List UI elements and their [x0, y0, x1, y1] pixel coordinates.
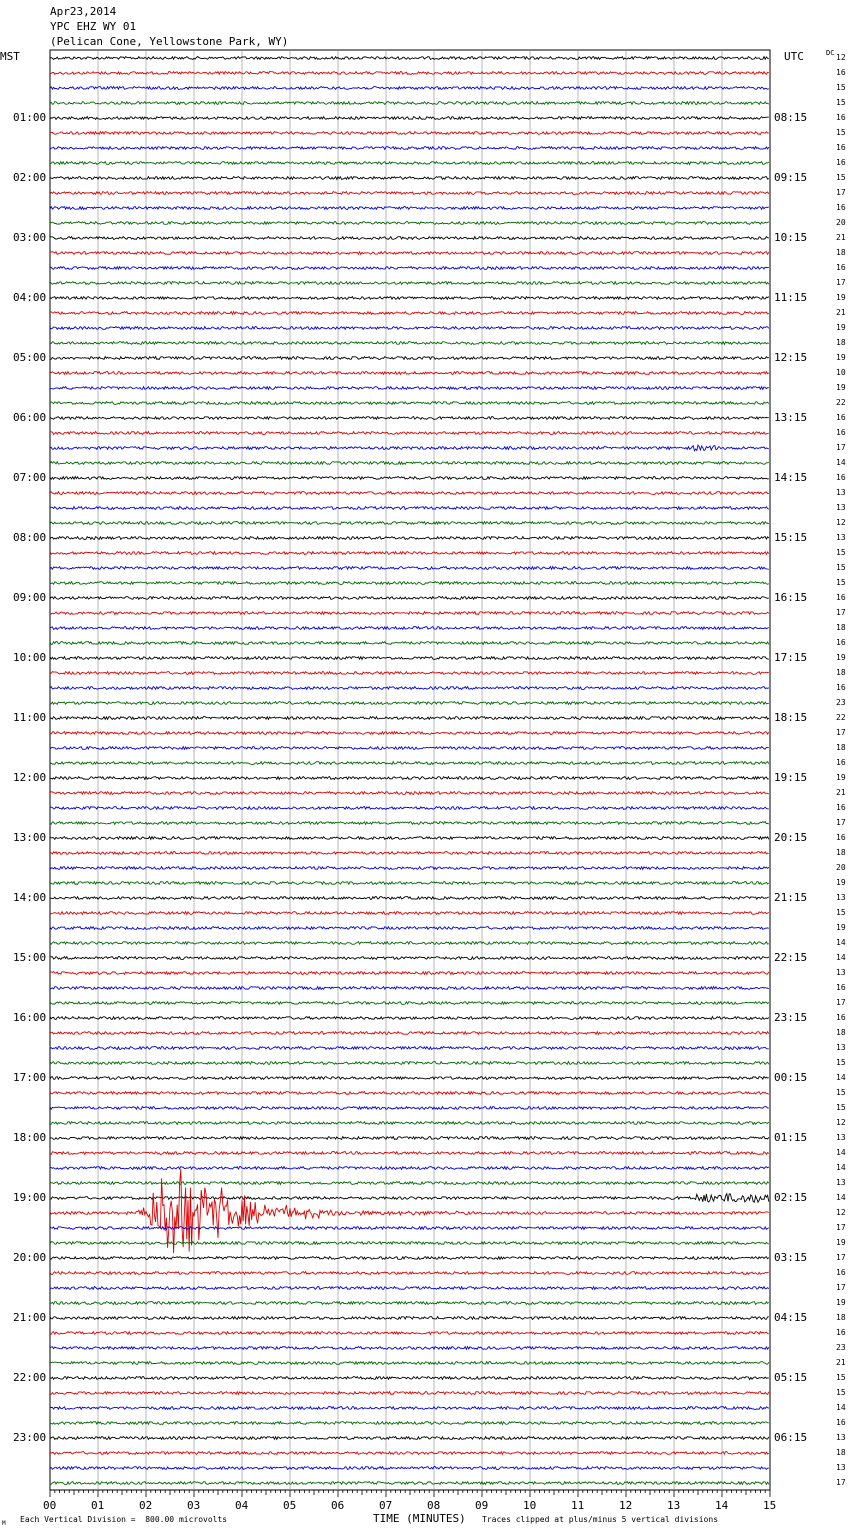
trace-line: [50, 1422, 769, 1425]
dc-value: 17: [836, 1223, 846, 1232]
right-hour-label: 06:15: [774, 1431, 808, 1444]
trace-line: [50, 717, 769, 720]
x-tick-label: 15: [763, 1499, 777, 1512]
record-date: Apr23,2014: [50, 5, 117, 18]
trace-line: [50, 1242, 769, 1245]
trace-line: [50, 1437, 769, 1440]
x-tick-label: 09: [475, 1499, 489, 1512]
trace-line: [50, 1227, 769, 1230]
trace-line: [50, 852, 769, 855]
left-hour-label: 20:00: [13, 1251, 47, 1264]
x-tick-label: 10: [523, 1499, 537, 1512]
trace-line: [50, 927, 769, 930]
dc-value: 15: [836, 83, 846, 92]
x-tick-label: 04: [235, 1499, 249, 1512]
trace-line: [50, 1362, 769, 1365]
trace-line: [50, 267, 769, 270]
dc-value: 17: [836, 818, 846, 827]
dc-value: 20: [836, 218, 846, 227]
right-hour-label: 16:15: [774, 591, 808, 604]
dc-value: 18: [836, 623, 846, 632]
left-hour-label: 22:00: [13, 1371, 47, 1384]
left-hour-label: 10:00: [13, 651, 47, 664]
dc-value: 12: [836, 1208, 846, 1217]
dc-value: 16: [836, 593, 846, 602]
dc-value: 15: [836, 563, 846, 572]
trace-line: [50, 942, 769, 945]
trace-line: [50, 192, 769, 195]
dc-value: 16: [836, 758, 846, 767]
trace-line: [50, 237, 769, 240]
dc-value: 15: [836, 173, 846, 182]
right-hour-label: 08:15: [774, 111, 808, 124]
trace-line: [50, 612, 769, 615]
time-grid: [50, 50, 770, 1490]
trace-line: [50, 1482, 769, 1485]
right-hour-label: 15:15: [774, 531, 808, 544]
dc-value: 12: [836, 518, 846, 527]
right-hour-label: 18:15: [774, 711, 808, 724]
dc-value: 16: [836, 983, 846, 992]
dc-value: 19: [836, 383, 846, 392]
trace-line: [50, 837, 769, 840]
dc-value: 14: [836, 1403, 846, 1412]
dc-value: 14: [836, 1148, 846, 1157]
dc-value: 20: [836, 863, 846, 872]
trace-line: [50, 1169, 769, 1253]
dc-value: 21: [836, 1358, 846, 1367]
trace-line: [50, 312, 769, 315]
dc-value: 12: [836, 53, 846, 62]
trace-line: [50, 297, 769, 300]
left-timezone-label: MST: [0, 50, 20, 63]
dc-value: 19: [836, 653, 846, 662]
dc-value: 18: [836, 1448, 846, 1457]
trace-line: [50, 867, 769, 870]
dc-value: 16: [836, 638, 846, 647]
dc-value: 21: [836, 308, 846, 317]
trace-line: [50, 1287, 769, 1290]
dc-value: 14: [836, 1193, 846, 1202]
dc-value: 14: [836, 458, 846, 467]
right-hour-label: 19:15: [774, 771, 808, 784]
trace-line: [50, 957, 769, 960]
dc-value: 15: [836, 908, 846, 917]
dc-value: 14: [836, 1163, 846, 1172]
trace-line: [50, 1332, 769, 1335]
dc-value: 16: [836, 413, 846, 422]
trace-line: [50, 72, 769, 75]
trace-line: [50, 357, 769, 360]
dc-value: 18: [836, 248, 846, 257]
trace-line: [50, 387, 769, 390]
x-tick-label: 05: [283, 1499, 297, 1512]
right-hour-label: 00:15: [774, 1071, 808, 1084]
dc-value: 15: [836, 98, 846, 107]
trace-line: [50, 1047, 769, 1050]
x-tick-label: 07: [379, 1499, 393, 1512]
dc-value: 13: [836, 893, 846, 902]
clip-note: Traces clipped at plus/minus 5 vertical divisions: [482, 1515, 719, 1524]
dc-value: 15: [836, 548, 846, 557]
left-hour-label: 04:00: [13, 291, 47, 304]
dc-value: 18: [836, 668, 846, 677]
dc-value: 10: [836, 368, 846, 377]
trace-line: [50, 147, 769, 150]
dc-value: 19: [836, 1238, 846, 1247]
right-hour-label: 11:15: [774, 291, 808, 304]
left-hour-label: 17:00: [13, 1071, 47, 1084]
trace-line: [50, 57, 769, 60]
trace-line: [50, 582, 769, 585]
trace-line: [50, 1137, 769, 1140]
trace-line: [50, 102, 769, 105]
x-axis: [50, 1490, 770, 1497]
x-tick-label: 13: [667, 1499, 681, 1512]
dc-value: 14: [836, 938, 846, 947]
trace-line: [50, 912, 769, 915]
dc-value: 13: [836, 968, 846, 977]
trace-line: [50, 882, 769, 885]
trace-line: [50, 807, 769, 810]
trace-line: [50, 552, 769, 555]
dc-value: 16: [836, 203, 846, 212]
dc-value: 17: [836, 998, 846, 1007]
dc-value: 17: [836, 278, 846, 287]
left-hour-label: 19:00: [13, 1191, 47, 1204]
trace-line: [50, 507, 769, 510]
dc-value: 15: [836, 1088, 846, 1097]
dc-value: 15: [836, 1373, 846, 1382]
trace-line: [50, 417, 769, 420]
trace-line: [50, 1167, 769, 1170]
trace-line: [50, 702, 769, 705]
right-hour-label: 22:15: [774, 951, 808, 964]
trace-line: [50, 1077, 769, 1080]
left-hour-label: 09:00: [13, 591, 47, 604]
station-code: YPC EHZ WY 01: [50, 20, 137, 33]
dc-value: 16: [836, 1328, 846, 1337]
dc-value: 17: [836, 443, 846, 452]
right-hour-label: 01:15: [774, 1131, 808, 1144]
trace-line: [50, 87, 769, 90]
x-tick-label: 00: [43, 1499, 57, 1512]
right-hour-label: 04:15: [774, 1311, 808, 1324]
dc-value: 18: [836, 1313, 846, 1322]
trace-line: [50, 1062, 769, 1065]
left-hour-label: 03:00: [13, 231, 47, 244]
right-hour-label: 13:15: [774, 411, 808, 424]
trace-line: [50, 1017, 769, 1020]
trace-line: [50, 1194, 769, 1203]
dc-value: 23: [836, 698, 846, 707]
dc-value: 17: [836, 608, 846, 617]
dc-value: 16: [836, 263, 846, 272]
left-hour-label: 14:00: [13, 891, 47, 904]
right-hour-label: 05:15: [774, 1371, 808, 1384]
x-tick-label: 11: [571, 1499, 585, 1512]
trace-line: [50, 162, 769, 165]
dc-value: 15: [836, 1388, 846, 1397]
x-tick-label: 03: [187, 1499, 201, 1512]
trace-line: [50, 1347, 769, 1350]
dc-value: 19: [836, 878, 846, 887]
trace-line: [50, 642, 769, 645]
dc-value: 16: [836, 158, 846, 167]
dc-value: 19: [836, 323, 846, 332]
trace-line: [50, 1377, 769, 1380]
trace-line: [50, 207, 769, 210]
dc-value: 18: [836, 338, 846, 347]
dc-value: 15: [836, 128, 846, 137]
right-hour-label: 09:15: [774, 171, 808, 184]
left-hour-label: 18:00: [13, 1131, 47, 1144]
dc-value: 17: [836, 1253, 846, 1262]
trace-line: [50, 1317, 769, 1320]
x-tick-label: 14: [715, 1499, 729, 1512]
dc-value: 13: [836, 533, 846, 542]
trace-line: [50, 222, 769, 225]
left-hour-label: 01:00: [13, 111, 47, 124]
trace-line: [50, 597, 769, 600]
dc-value: 17: [836, 1478, 846, 1487]
trace-line: [50, 762, 769, 765]
left-hour-label: 16:00: [13, 1011, 47, 1024]
dc-value: 19: [836, 773, 846, 782]
trace-line: [50, 732, 769, 735]
trace-line: [50, 342, 769, 345]
left-hour-label: 07:00: [13, 471, 47, 484]
dc-value: 16: [836, 803, 846, 812]
trace-line: [50, 522, 769, 525]
trace-line: [50, 445, 769, 451]
dc-value: 13: [836, 1178, 846, 1187]
trace-line: [50, 1107, 769, 1110]
left-hour-label: 08:00: [13, 531, 47, 544]
right-hour-label: 14:15: [774, 471, 808, 484]
dc-value: 19: [836, 923, 846, 932]
right-timezone-label: UTC: [784, 50, 804, 63]
x-tick-label: 08: [427, 1499, 441, 1512]
trace-line: [50, 492, 769, 495]
trace-line: [50, 1302, 769, 1305]
trace-line: [50, 747, 769, 750]
trace-line: [50, 282, 769, 285]
left-hour-label: 11:00: [13, 711, 47, 724]
dc-value: 13: [836, 1133, 846, 1142]
trace-line: [50, 1092, 769, 1095]
x-tick-label: 02: [139, 1499, 153, 1512]
trace-line: [50, 1122, 769, 1125]
right-hour-label: 21:15: [774, 891, 808, 904]
trace-line: [50, 1452, 769, 1455]
dc-value: 17: [836, 188, 846, 197]
trace-line: [50, 327, 769, 330]
dc-value: 16: [836, 683, 846, 692]
trace-line: [50, 1272, 769, 1275]
left-hour-label: 21:00: [13, 1311, 47, 1324]
dc-value: 15: [836, 578, 846, 587]
dc-value: 16: [836, 113, 846, 122]
left-hour-label: 13:00: [13, 831, 47, 844]
dc-value: 19: [836, 293, 846, 302]
dc-value: 13: [836, 503, 846, 512]
dc-value: 16: [836, 1418, 846, 1427]
right-hour-label: 12:15: [774, 351, 808, 364]
dc-value: 16: [836, 833, 846, 842]
trace-line: [50, 1467, 769, 1470]
dc-label: DC: [826, 49, 835, 57]
dc-value: 18: [836, 1028, 846, 1037]
x-tick-label: 06: [331, 1499, 345, 1512]
trace-line: [50, 1152, 769, 1155]
dc-value: 18: [836, 848, 846, 857]
trace-line: [50, 372, 769, 375]
trace-line: [50, 627, 769, 630]
dc-value: 13: [836, 1463, 846, 1472]
trace-line: [50, 792, 769, 795]
trace-line: [50, 1182, 769, 1185]
dc-value: 16: [836, 68, 846, 77]
trace-line: [50, 972, 769, 975]
dc-value: 18: [836, 743, 846, 752]
left-hour-label: 23:00: [13, 1431, 47, 1444]
left-hour-label: 05:00: [13, 351, 47, 364]
dc-value: 16: [836, 428, 846, 437]
trace-line: [50, 132, 769, 135]
trace-line: [50, 1257, 769, 1260]
trace-line: [50, 567, 769, 570]
dc-value: 16: [836, 473, 846, 482]
trace-line: [50, 687, 769, 690]
dc-value: 19: [836, 353, 846, 362]
corner-mark: M: [2, 1520, 6, 1527]
x-axis-title: TIME (MINUTES): [373, 1512, 466, 1525]
trace-line: [50, 477, 769, 480]
trace-line: [50, 672, 769, 675]
dc-value: 23: [836, 1343, 846, 1352]
trace-line: [50, 987, 769, 990]
trace-line: [50, 252, 769, 255]
trace-line: [50, 537, 769, 540]
dc-value: 21: [836, 788, 846, 797]
left-hour-label: 02:00: [13, 171, 47, 184]
dc-value: 14: [836, 953, 846, 962]
seismic-traces: [50, 57, 769, 1485]
dc-value: 22: [836, 713, 846, 722]
x-tick-label: 12: [619, 1499, 633, 1512]
trace-line: [50, 1407, 769, 1410]
dc-value: 16: [836, 1268, 846, 1277]
trace-line: [50, 657, 769, 660]
dc-value: 16: [836, 143, 846, 152]
x-tick-label: 01: [91, 1499, 105, 1512]
right-hour-label: 03:15: [774, 1251, 808, 1264]
trace-line: [50, 1392, 769, 1395]
trace-line: [50, 402, 769, 405]
trace-line: [50, 432, 769, 435]
dc-value: 13: [836, 1043, 846, 1052]
trace-line: [50, 177, 769, 180]
trace-line: [50, 1032, 769, 1035]
trace-line: [50, 777, 769, 780]
plot-frame: [50, 50, 770, 1490]
right-hour-label: 20:15: [774, 831, 808, 844]
dc-value: 19: [836, 1298, 846, 1307]
dc-value: 13: [836, 1433, 846, 1442]
right-hour-label: 10:15: [774, 231, 808, 244]
dc-value: 17: [836, 1283, 846, 1292]
right-hour-label: 02:15: [774, 1191, 808, 1204]
left-hour-label: 15:00: [13, 951, 47, 964]
dc-value: 22: [836, 398, 846, 407]
right-hour-label: 23:15: [774, 1011, 808, 1024]
dc-value: 17: [836, 728, 846, 737]
dc-value: 13: [836, 488, 846, 497]
dc-value: 15: [836, 1058, 846, 1067]
trace-line: [50, 822, 769, 825]
station-location: (Pelican Cone, Yellowstone Park, WY): [50, 35, 289, 48]
trace-line: [50, 462, 769, 465]
scale-note: Each Vertical Division = 800.00 microvolts: [20, 1515, 228, 1524]
left-hour-label: 06:00: [13, 411, 47, 424]
right-hour-label: 17:15: [774, 651, 808, 664]
dc-value: 14: [836, 1073, 846, 1082]
trace-line: [50, 897, 769, 900]
dc-value: 12: [836, 1118, 846, 1127]
left-hour-label: 12:00: [13, 771, 47, 784]
trace-line: [50, 117, 769, 120]
dc-value: 21: [836, 233, 846, 242]
dc-value: 15: [836, 1103, 846, 1112]
dc-value: 16: [836, 1013, 846, 1022]
trace-line: [50, 1002, 769, 1005]
